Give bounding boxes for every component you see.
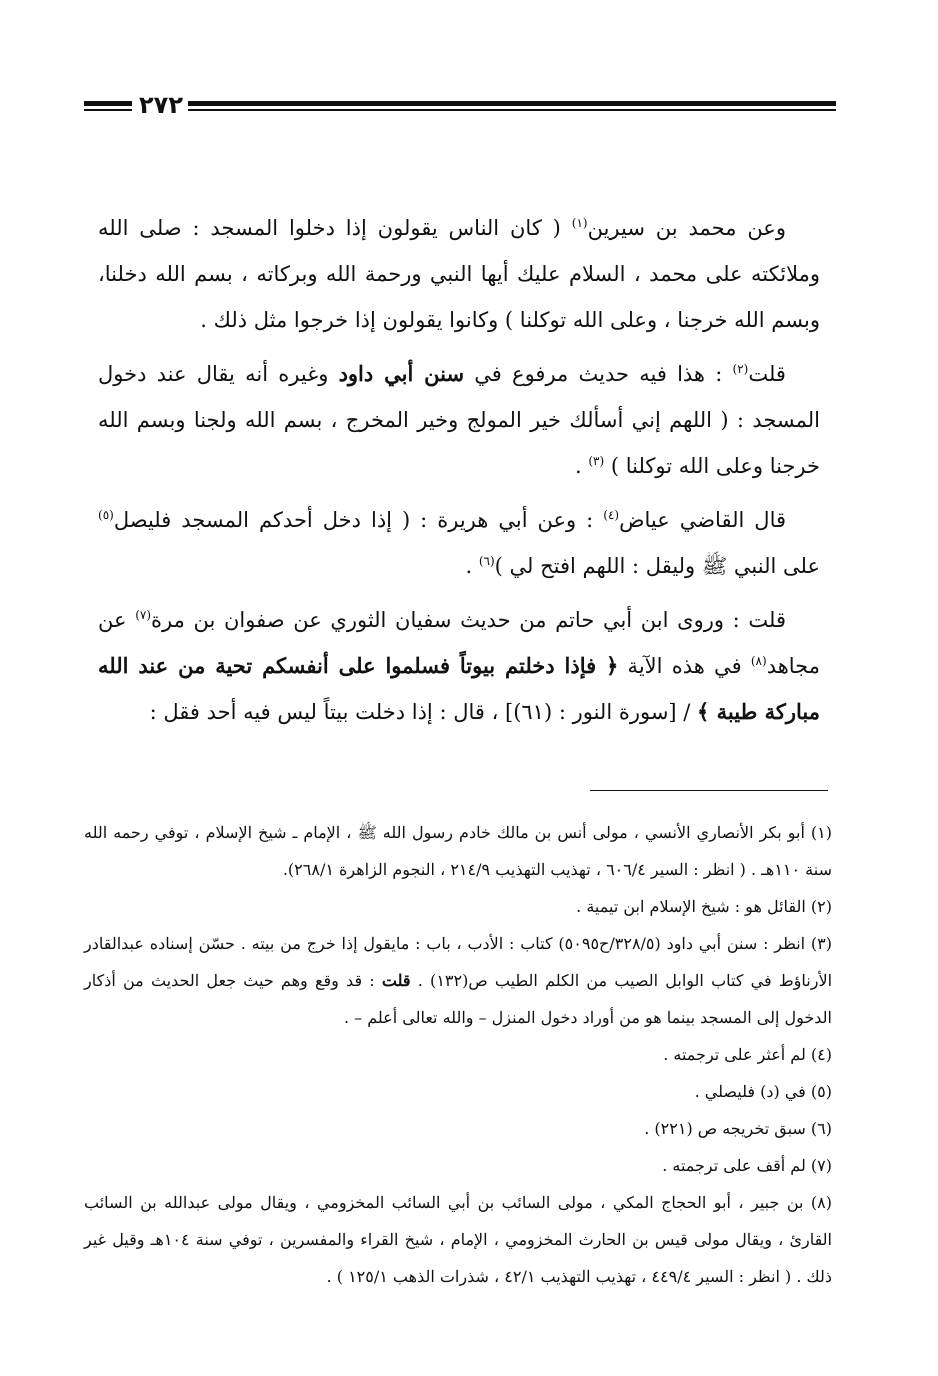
footnote-3: (٣) انظر : سنن أبي داود (٣٢٨/٥/ح٥٠٩٥) كتاب : الأدب ، باب : مايقول إذا خرج من بيته . حسّن إسناده عبدالقادر الأرناؤط في كتاب الوابل الصيب من الكلم الطيب ص(١٣٢) . قلت : قد وقع وهم حيث جعل الحديث من أذكار الدخول إلى المسجد بينما هو من أوراد دخول المنزل – والله تعالى أعلم – . — [84, 934, 833, 1027]
footnote-7: (٧) لم أقف على ترجمته . — [662, 1156, 832, 1175]
footnote-ref-8: (٨) — [750, 654, 767, 668]
footnote-5: (٥) في (د) فليصلي . — [694, 1082, 832, 1101]
footnote-ref-7: (٧) — [135, 608, 152, 622]
page-number: ٢٧٢ — [139, 91, 183, 119]
footnote-4: (٤) لم أعثر على ترجمته . — [663, 1045, 832, 1064]
header-rule-left — [84, 101, 132, 106]
main-text — [98, 205, 820, 735]
header-rule-right-thin — [188, 109, 836, 111]
footnote-ref-2: (٢) — [732, 362, 749, 376]
quran-verse: ﴿ فإذا دخلتم بيوتاً فسلموا على أنفسكم تحية من عند الله مباركة طيبة ﴾ — [98, 653, 820, 724]
footnote-1: (١) أبو بكر الأنصاري الأنسي ، مولى أنس بن مالك خادم رسول الله ﷺ ، الإمام ـ شيخ الإسلام ، توفي رحمه الله سنة ١١٠هـ . ( انظر : السير ٦٠٦/٤ ، تهذيب التهذيب ٢١٤/٩ ، النجوم الزاهرة ٢٦٨/١). — [84, 823, 832, 879]
footnote-ref-4: (٤) — [603, 508, 620, 522]
header-rule-right — [188, 101, 836, 106]
footnote-ref-6: (٦) — [478, 554, 495, 568]
footnote-ref-3: (٣) — [588, 454, 605, 468]
footnote-ref-1: (١) — [571, 216, 588, 230]
paragraph-1: وعن محمد بن سيرين$^{(١)}$ ( كان الناس يقولون إذا دخلوا المسجد : صلى الله وملائكته على محمد ، السلام عليك أيها النبي ورحمة الله وبركاته ، بسم الله دخلنا، وبسم الله خرجنا ، وعلى الله توكلنا ) وكانوا يقولون إذا خرجوا مثل ذلك . — [98, 216, 820, 332]
paragraph-2: قلت$^{(٢)}$ : هذا فيه حديث مرفوع في سنن أبي داود وغيره أنه يقال عند دخول المسجد : ( اللهم إني أسألك خير المولج وخير المخرج ، بسم الله ولجنا وبسم الله خرجنا وعلى الله توكلنا ) $^{(٣)}$ . — [98, 361, 820, 478]
paragraph-4: قلت : وروى ابن أبي حاتم من حديث سفيان الثوري عن صفوان بن مرة$^{(٧)}$ عن مجاهد$^{(٨)}$ في هذه الآية ﴿ فإذا دخلتم بيوتاً فسلموا على أنفسكم تحية من عند الله مباركة طيبة ﴾ / [سورة النور : (٦١)] ، قال : إذا دخلت بيتاً ليس فيه أحد فقل : — [98, 608, 820, 724]
page-header — [84, 91, 836, 123]
paragraph-3: قال القاضي عياض$^{(٤)}$ : وعن أبي هريرة : ( إذا دخل أحدكم المسجد فليصل$^{(٥)}$ على النبي ﷺ وليقل : اللهم افتح لي )$^{(٦)}$ . — [98, 508, 820, 578]
footnote-8: (٨) بن جبير ، أبو الحجاج المكي ، مولى السائب بن أبي السائب المخزومي ، ويقال مولى عبدالله بن السائب القارئ ، ويقال مولى قيس بن الحارث المخزومي ، الإمام ، شيخ القراء والمفسرين ، توفي سنة ١٠٤هـ وقيل غير ذلك . ( انظر : السير ٤٤٩/٤ ، تهذيب التهذيب ٤٢/١ ، شذرات الذهب ١٢٥/١ ) . — [84, 1193, 832, 1286]
footnote-separator — [590, 790, 828, 791]
footnote-ref-5: (٥) — [98, 508, 114, 522]
footnotes — [84, 814, 832, 1295]
footnote-2: (٢) القائل هو : شيخ الإسلام ابن تيمية . — [576, 897, 832, 916]
book-title: سنن أبي داود — [338, 361, 465, 386]
header-rule-left-thin — [84, 109, 132, 111]
footnote-6: (٦) سبق تخريجه ص (٢٢١) . — [644, 1119, 832, 1138]
